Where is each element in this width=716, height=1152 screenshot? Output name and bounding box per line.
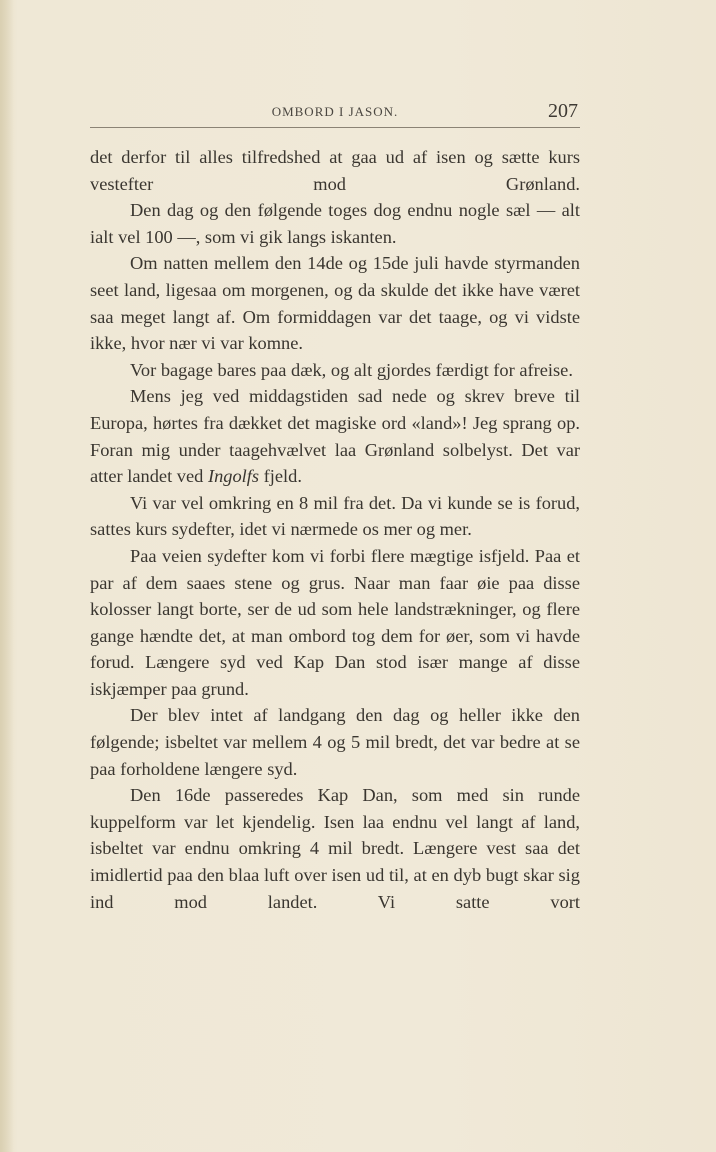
paragraph: Den 16de passeredes Kap Dan, som med sin runde kuppelform var let kjendelig. Isen laa endnu vel langt af land, isbeltet var endnu omkring 4 mil bredt. Længere vest saa det imidlertid paa den blaa luft over isen ud til, at en dyb bugt skar sig ind mod landet. Vi satte vort xyxy=(90,785,580,912)
paragraph: Om natten mellem den 14de og 15de juli havde styrmanden seet land, ligesaa om morgenen, og da skulde det ikke have været saa meget langt af. Om formiddagen var det taage, og vi vidste ikke, hvor nær vi var komne. xyxy=(90,253,580,354)
paragraph: Vi var vel omkring en 8 mil fra det. Da vi kunde se is forud, sattes kurs sydefter, idet vi nærmede os mer og mer. xyxy=(90,492,580,540)
page-header xyxy=(90,98,580,126)
paragraph: Den dag og den følgende toges dog endnu nogle sæl — alt ialt vel 100 —, som vi gik langs iskanten. xyxy=(90,200,580,247)
paragraph: Der blev intet af landgang den dag og heller ikke den følgende; isbeltet var mellem 4 og 5 mil bredt, det var bedre at se paa forholdene længere syd. xyxy=(90,705,580,779)
paragraph-text: Mens jeg ved middagstiden sad nede og skrev breve til Europa, hørtes fra dækket det magiske ord «land»! Jeg sprang op. Foran mig under taagehvælvet laa Grønland solbelyst. Det var atter landet ved xyxy=(90,386,580,487)
paragraph: det derfor til alles tilfredshed at gaa ud af isen og sætte kurs vestefter mod Grønland. xyxy=(90,147,580,194)
italic-name: Ingolfs xyxy=(207,466,260,487)
paragraph xyxy=(90,383,580,489)
page-gutter-shadow xyxy=(0,0,14,1152)
body-text xyxy=(90,144,580,915)
paragraph: Paa veien sydefter kom vi forbi flere mægtige isfjeld. Paa et par af dem saaes stene og grus. Naar man faar øie paa disse kolosser langt borte, ser de ud som hele landstrækninger, og flere gange hændte det, at man ombord tog dem for øer, som vi havde forud. Længere syd ved Kap Dan stod især mange af disse iskjæmper paa grund. xyxy=(90,545,580,699)
page-number: 207 xyxy=(548,100,578,122)
header-rule xyxy=(90,127,580,128)
paragraph: Vor bagage bares paa dæk, og alt gjordes færdigt for afreise. xyxy=(130,359,573,380)
paragraph-text: fjeld. xyxy=(259,466,302,487)
running-head: OMBORD I JASON. xyxy=(271,104,399,119)
